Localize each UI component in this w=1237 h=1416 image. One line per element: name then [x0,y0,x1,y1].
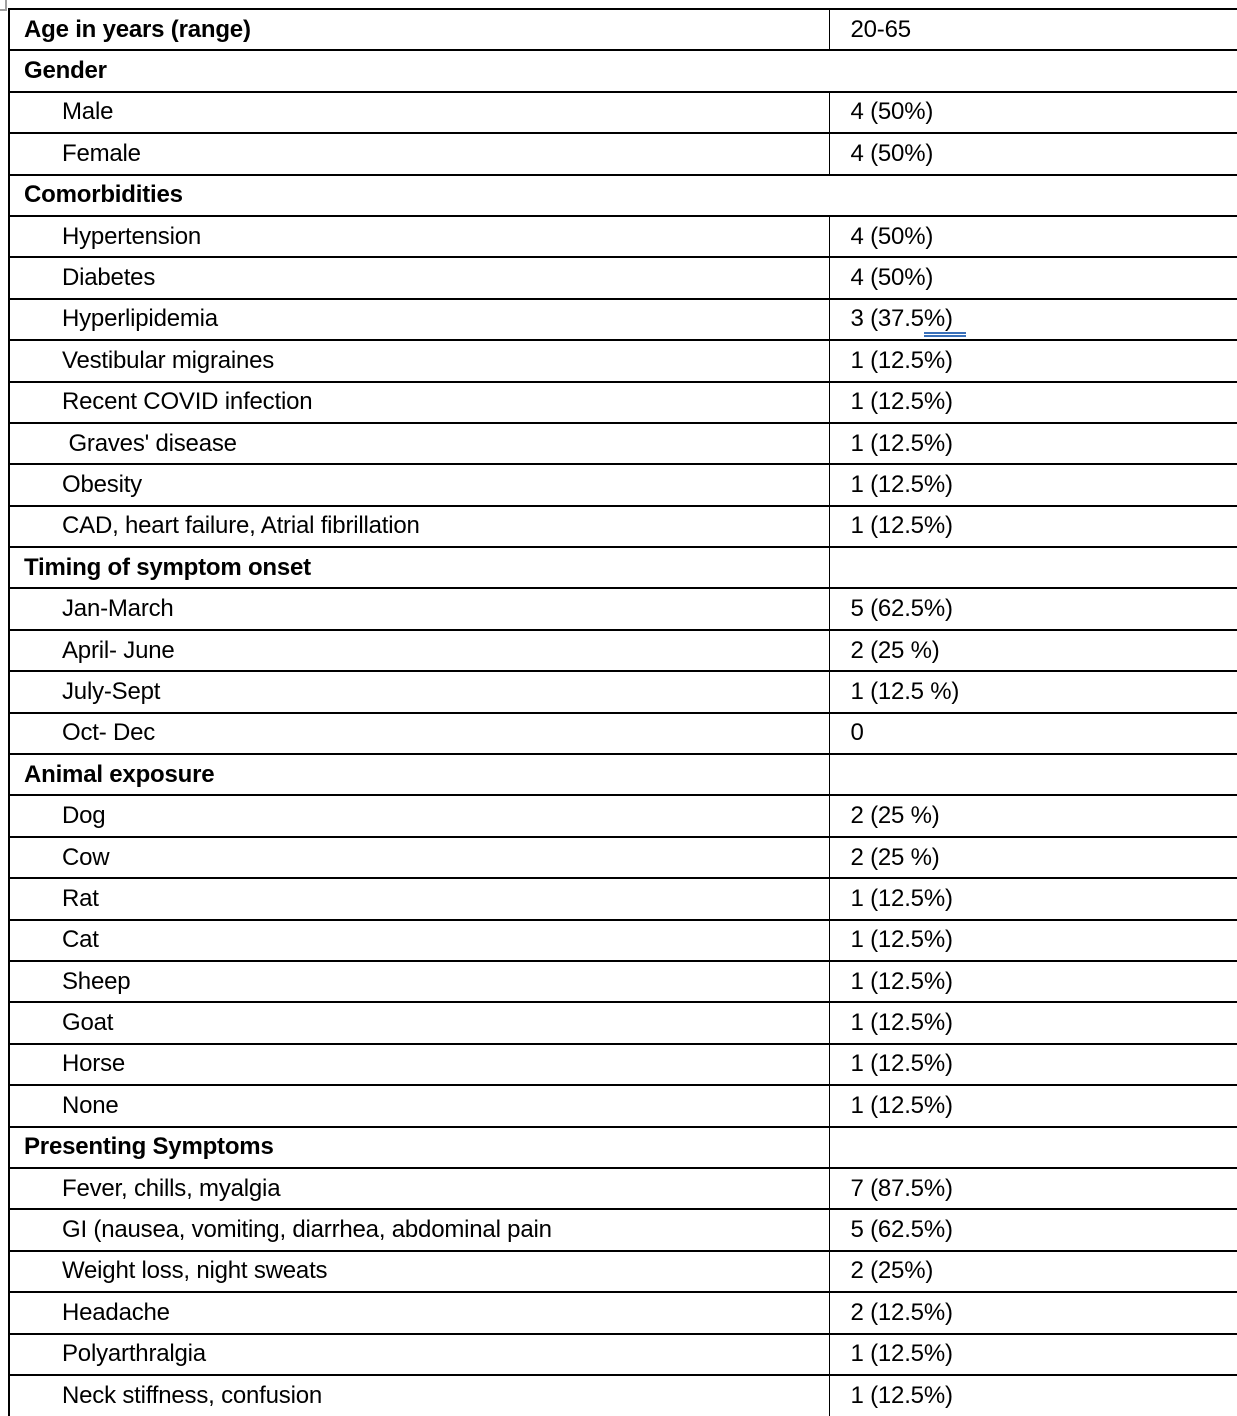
row-label-cell[interactable] [9,630,829,671]
table-row [9,630,1237,671]
table-row [9,92,1237,133]
row-value-cell[interactable] [829,961,1237,1002]
row-value-cell[interactable] [829,1334,1237,1375]
table-row [9,506,1237,547]
row-label-cell[interactable] [9,257,829,298]
row-label-cell[interactable] [9,961,829,1002]
table-row [9,175,1237,216]
section-header-cell[interactable] [9,1127,829,1168]
row-value: 4 (50%) [850,98,934,126]
row-value-cell[interactable] [829,1044,1237,1085]
section-header-cell[interactable] [9,547,829,588]
table-row [9,920,1237,961]
section-title: Timing of symptom onset [24,553,311,581]
row-label: July-Sept [62,677,161,705]
row-value: 1 (12.5%) [850,1340,953,1368]
table-row [9,464,1237,505]
row-label-cell[interactable] [9,464,829,505]
table-row [9,961,1237,1002]
table-row [9,1127,1237,1168]
row-label: Cow [62,843,110,871]
row-value-cell[interactable] [829,299,1237,340]
row-value: 2 (25 %) [850,636,940,664]
row-value-cell[interactable] [829,1168,1237,1209]
row-label-cell[interactable] [9,837,829,878]
row-label: Dog [62,802,106,830]
row-label-cell[interactable] [9,423,829,464]
row-value-cell[interactable] [829,423,1237,464]
table-row [9,1334,1237,1375]
row-label-cell[interactable] [9,299,829,340]
row-label-cell[interactable] [9,1251,829,1292]
row-label: Hypertension [62,222,202,250]
row-label-cell[interactable] [9,1168,829,1209]
row-label-cell[interactable] [9,1292,829,1333]
row-value-cell[interactable] [829,257,1237,298]
row-value: 0 [850,719,864,747]
row-value-cell[interactable] [829,588,1237,629]
row-value-cell[interactable] [829,754,1237,795]
row-label: GI (nausea, vomiting, diarrhea, abdominal pain [62,1216,552,1244]
row-label: Graves' disease [62,429,237,457]
table-handle-artifact [0,0,7,11]
table-row [9,1209,1237,1250]
table-row [9,588,1237,629]
table-row [9,1168,1237,1209]
row-label-cell[interactable] [9,92,829,133]
row-label-cell[interactable] [9,1002,829,1043]
table-row [9,713,1237,754]
table-row [9,878,1237,919]
row-value: 1 (12.5%) [850,470,953,498]
table-row [9,423,1237,464]
row-label-cell[interactable] [9,382,829,423]
row-label: Recent COVID infection [62,388,313,416]
row-value: 1 (12.5%) [850,346,953,374]
row-label-cell[interactable] [9,506,829,547]
section-title: Comorbidities [24,181,183,209]
row-label: None [62,1091,119,1119]
row-value-cell[interactable] [829,1085,1237,1126]
section-title: Gender [24,57,107,85]
row-value: 5 (62.5%) [850,1216,953,1244]
row-label: Hyperlipidemia [62,305,218,333]
row-label: Female [62,139,141,167]
row-value: 4 (50%) [850,222,934,250]
row-value: 5 (62.5%) [850,595,953,623]
row-value-cell[interactable] [829,1375,1237,1416]
row-value: 2 (25%) [850,1257,934,1285]
row-value: 1 (12.5%) [850,512,953,540]
row-label: Obesity [62,470,142,498]
row-value: 20-65 [850,15,911,43]
row-label: Headache [62,1298,170,1326]
table-row [9,547,1237,588]
row-value: 1 (12.5%) [850,1050,953,1078]
row-label: Goat [62,1009,114,1037]
row-value: 1 (12.5%) [850,1091,953,1119]
row-label: Sheep [62,967,131,995]
row-value-cell[interactable] [829,506,1237,547]
row-value: 1 (12.5%) [850,1009,953,1037]
row-label-cell[interactable] [9,671,829,712]
row-value: 1 (12.5 %) [850,677,960,705]
table-row [9,1251,1237,1292]
row-label-cell[interactable] [9,133,829,174]
row-value-cell[interactable] [829,878,1237,919]
row-label: Vestibular migraines [62,346,275,374]
row-value: 1 (12.5%) [850,926,953,954]
table-row [9,1085,1237,1126]
row-label-cell[interactable] [9,1334,829,1375]
section-title: Age in years (range) [24,15,251,43]
row-label-cell[interactable] [9,340,829,381]
row-label: Cat [62,926,99,954]
section-title: Presenting Symptoms [24,1133,274,1161]
row-label-cell[interactable] [9,920,829,961]
row-label: Neck stiffness, confusion [62,1382,323,1410]
row-value-cell[interactable] [829,1002,1237,1043]
row-label: Diabetes [62,264,156,292]
row-value: 4 (50%) [850,139,934,167]
section-header-cell[interactable] [9,754,829,795]
table-row [9,382,1237,423]
row-value-cell[interactable] [829,795,1237,836]
table-row [9,133,1237,174]
row-value-cell[interactable] [829,1209,1237,1250]
table-body [9,9,1237,1416]
row-label: Polyarthralgia [62,1340,206,1368]
row-value: 1 (12.5%) [850,429,953,457]
row-value-cell[interactable] [829,671,1237,712]
row-value-cell[interactable] [829,547,1237,588]
section-header-cell[interactable] [9,175,1237,216]
row-label-cell[interactable] [9,878,829,919]
row-label-cell[interactable] [9,588,829,629]
row-label: Horse [62,1050,126,1078]
table-row [9,299,1237,340]
row-value-cell[interactable] [829,340,1237,381]
row-value-cell[interactable] [829,133,1237,174]
row-label: Fever, chills, myalgia [62,1174,281,1202]
row-value-cell[interactable] [829,9,1237,50]
row-label-cell[interactable] [9,216,829,257]
row-value-cell[interactable] [829,464,1237,505]
table-row [9,754,1237,795]
row-label-cell[interactable] [9,1085,829,1126]
row-value: 3 (37.5 [850,305,924,333]
row-label-cell[interactable] [9,713,829,754]
row-label-cell[interactable] [9,1044,829,1085]
row-value: 2 (12.5%) [850,1298,953,1326]
table-row [9,50,1237,91]
row-value-cell[interactable] [829,837,1237,878]
table-row [9,257,1237,298]
grammar-underline-text[interactable]: %) [924,305,953,337]
row-label: Jan-March [62,595,174,623]
row-label: Weight loss, night sweats [62,1257,328,1285]
row-value-cell[interactable] [829,1292,1237,1333]
section-header-cell[interactable] [9,50,1237,91]
row-value: 7 (87.5%) [850,1174,953,1202]
row-label-cell[interactable] [9,1375,829,1416]
row-label-cell[interactable] [9,795,829,836]
row-label: April- June [62,636,175,664]
row-value: 2 (25 %) [850,802,940,830]
row-value-cell[interactable] [829,92,1237,133]
table-row [9,1375,1237,1416]
row-value-cell[interactable] [829,713,1237,754]
table-row [9,9,1237,50]
row-value: 2 (25 %) [850,843,940,871]
row-value-cell[interactable] [829,216,1237,257]
row-value: 4 (50%) [850,264,934,292]
row-value: 1 (12.5%) [850,884,953,912]
row-value-cell[interactable] [829,1251,1237,1292]
table-row [9,795,1237,836]
row-value-cell[interactable] [829,382,1237,423]
section-title: Animal exposure [24,760,215,788]
table-row [9,671,1237,712]
patient-characteristics-table [8,8,1237,1416]
table-row [9,1002,1237,1043]
row-value: 1 (12.5%) [850,967,953,995]
row-label: Oct- Dec [62,719,156,747]
row-value-cell[interactable] [829,1127,1237,1168]
row-value-cell[interactable] [829,920,1237,961]
row-value-cell[interactable] [829,630,1237,671]
row-value: 1 (12.5%) [850,388,953,416]
table-row [9,837,1237,878]
table-row [9,340,1237,381]
grammar-underline-mark [953,305,966,337]
row-label: Male [62,98,114,126]
row-label: Rat [62,884,99,912]
table-row [9,216,1237,257]
table-row [9,1292,1237,1333]
row-value: 1 (12.5%) [850,1382,953,1410]
row-label-cell[interactable] [9,1209,829,1250]
table-row [9,1044,1237,1085]
row-label: CAD, heart failure, Atrial fibrillation [62,512,420,540]
section-header-cell[interactable] [9,9,829,50]
